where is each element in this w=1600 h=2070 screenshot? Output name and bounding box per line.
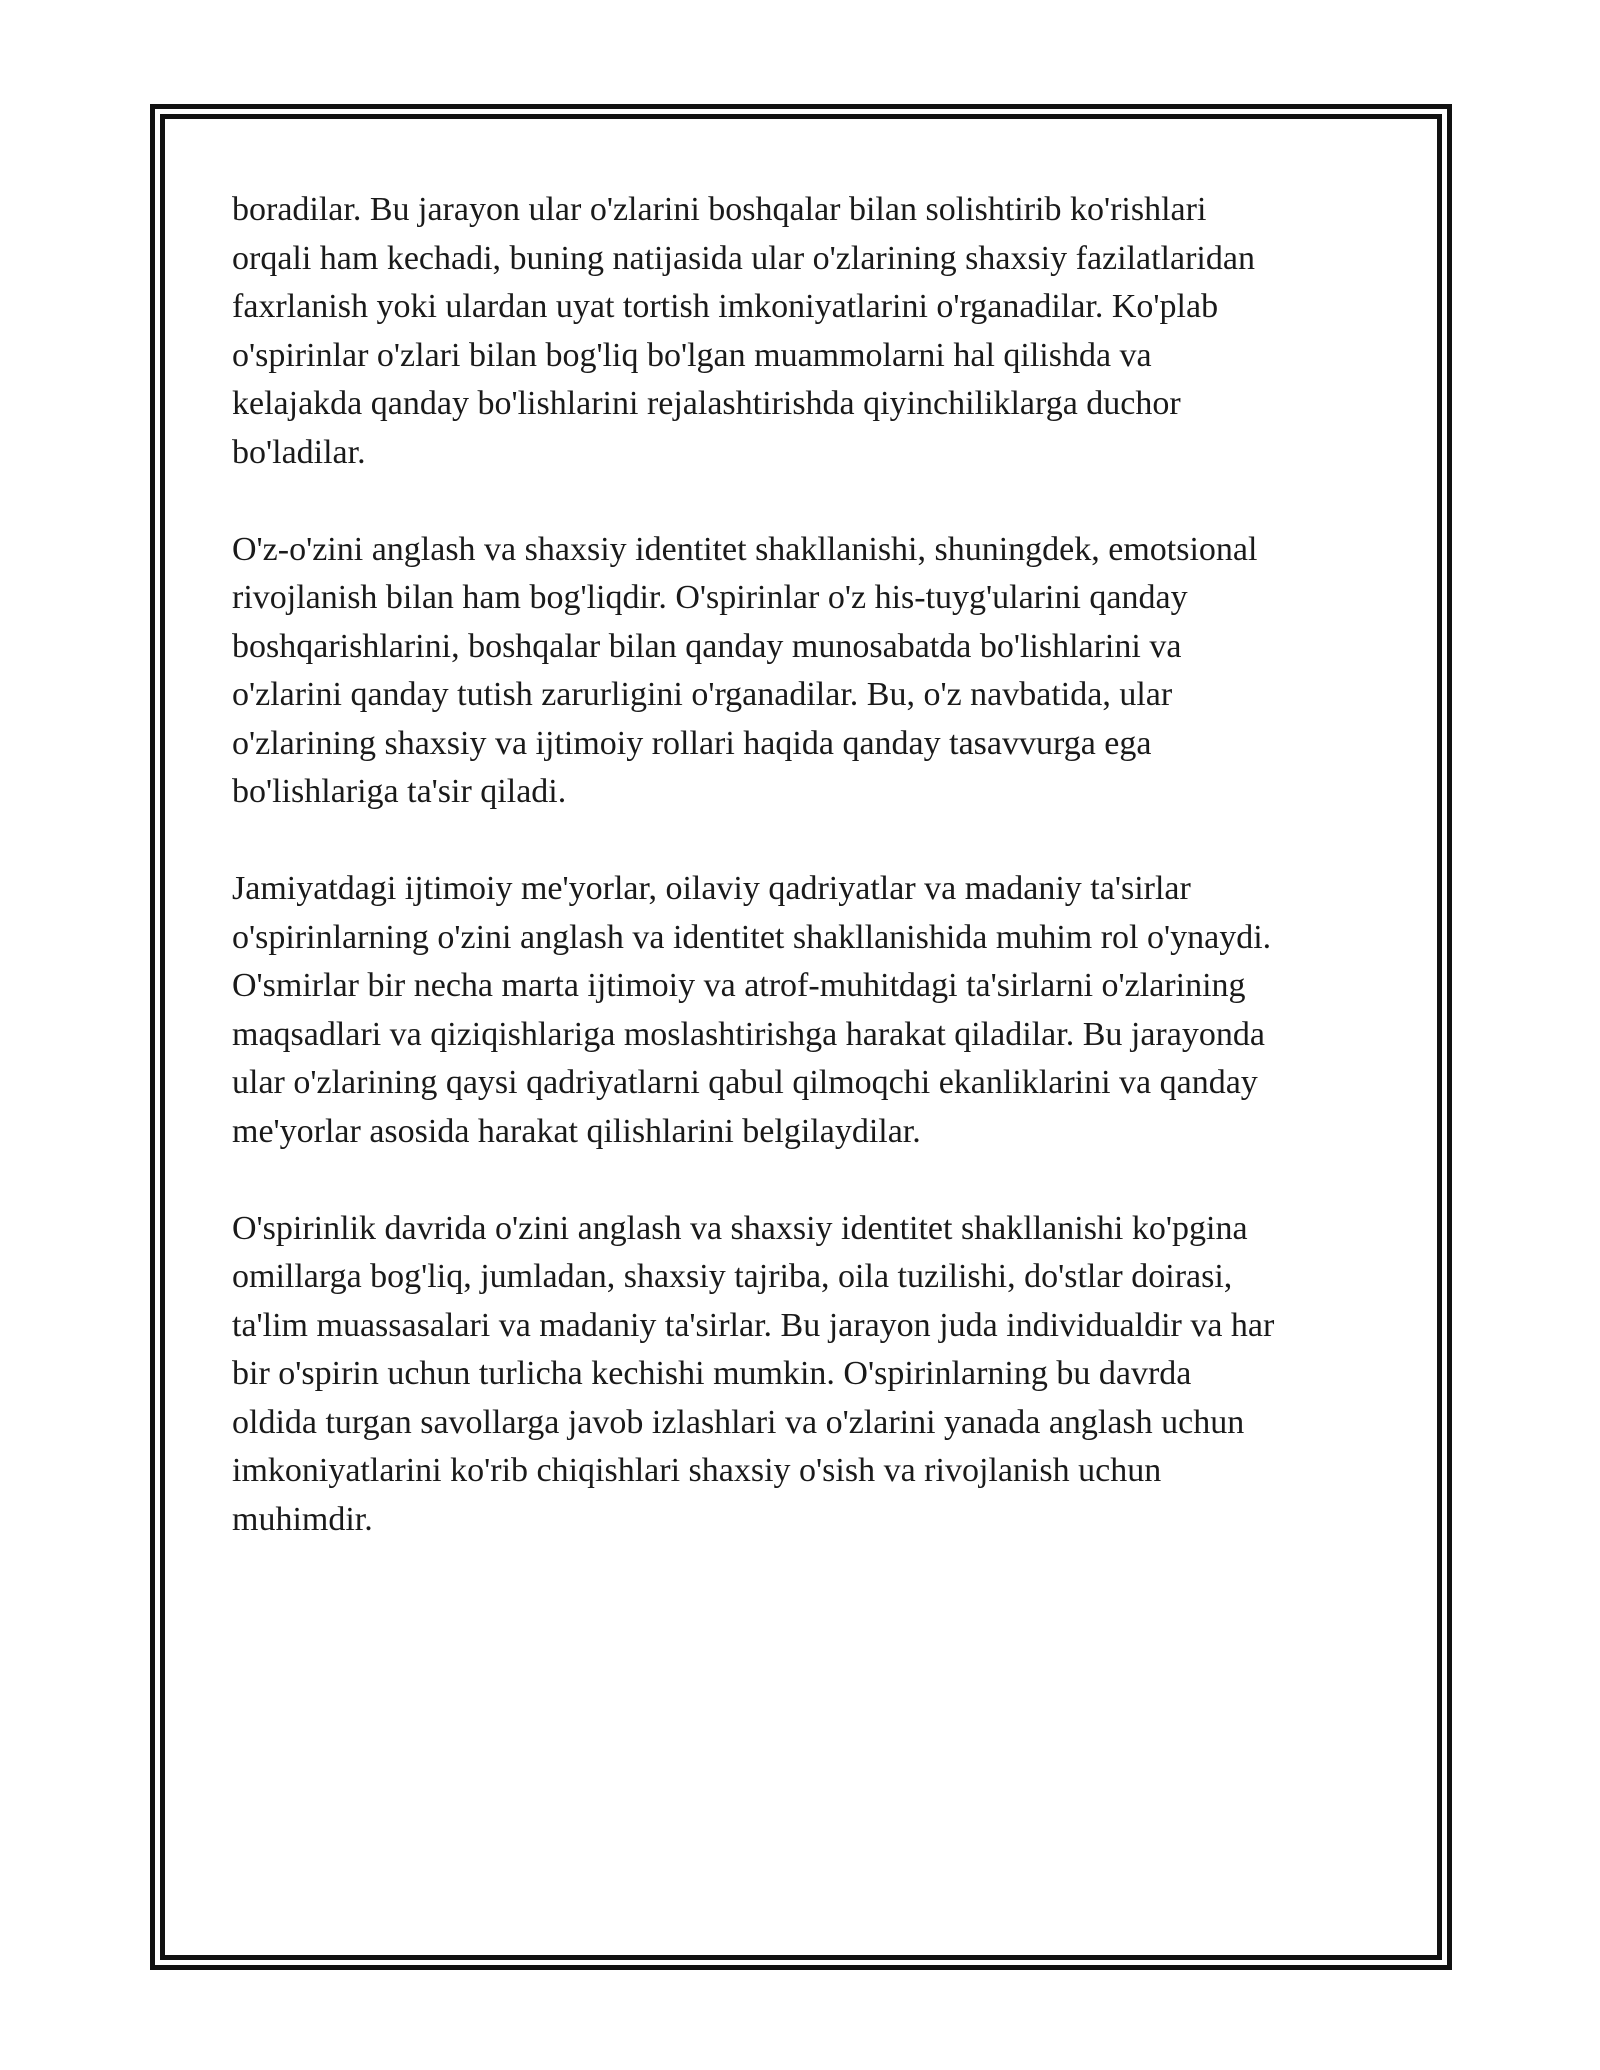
text-line: bo'ladilar. xyxy=(232,433,366,471)
text-line: ta'lim muassasalari va madaniy ta'sirlar. Bu jarayon juda individualdir va har xyxy=(232,1306,1275,1344)
paragraph-3 xyxy=(232,865,1382,1156)
text-line: omillarga bog'liq, jumladan, shaxsiy tajriba, oila tuzilishi, do'stlar doirasi, xyxy=(232,1258,1233,1295)
text-line: orqali ham kechadi, buning natijasida ular o'zlarining shaxsiy fazilatlaridan xyxy=(232,239,1255,277)
text-line: kelajakda qanday bo'lishlarini rejalashtirishda qiyinchiliklarga duchor xyxy=(232,385,1181,422)
text-line: maqsadlari va qiziqishlariga moslashtirishga harakat qiladilar. Bu jarayonda xyxy=(232,1015,1265,1053)
text-line: me'yorlar asosida harakat qilishlarini belgilaydilar. xyxy=(232,1112,921,1150)
text-line: ular o'zlarining qaysi qadriyatlarni qabul qilmoqchi ekanliklarini va qanday xyxy=(232,1064,1258,1101)
text-line: boradilar. Bu jarayon ular o'zlarini boshqalar bilan solishtirib ko'rishlari xyxy=(232,191,1207,228)
text-line: o'zlarini qanday tutish zarurligini o'rganadilar. Bu, o'z navbatida, ular xyxy=(232,676,1173,713)
text-line: rivojlanish bilan ham bog'liqdir. O'spirinlar o'z his-tuyg'ularini qanday xyxy=(232,579,1188,616)
text-line: o'spirinlarning o'zini anglash va identitet shakllanishida muhim rol o'ynaydi. xyxy=(232,918,1272,956)
text-line: oldida turgan savollarga javob izlashlari va o'zlarini yanada anglash uchun xyxy=(232,1403,1245,1441)
text-line: boshqarishlarini, boshqalar bilan qanday munosabatda bo'lishlarini va xyxy=(232,627,1182,665)
paragraph-2 xyxy=(232,526,1382,817)
text-line: faxrlanish yoki ulardan uyat tortish imkoniyatlarini o'rganadilar. Ko'plab xyxy=(232,288,1219,325)
text-line: o'spirinlar o'zlari bilan bog'liq bo'lgan muammolarni hal qilishda va xyxy=(232,336,1152,374)
text-line: imkoniyatlarini ko'rib chiqishlari shaxsiy o'sish va rivojlanish uchun xyxy=(232,1452,1162,1489)
text-line: muhimdir. xyxy=(232,1500,373,1538)
text-line: O'smirlar bir necha marta ijtimoiy va atrof-muhitdagi ta'sirlarni o'zlarining xyxy=(232,967,1246,1004)
text-line: bir o'spirin uchun turlicha kechishi mumkin. O'spirinlarning bu davrda xyxy=(232,1355,1192,1392)
paragraph-4 xyxy=(232,1205,1382,1545)
text-line: bo'lishlariga ta'sir qiladi. xyxy=(232,773,567,810)
text-line: Jamiyatdagi ijtimoiy me'yorlar, oilaviy qadriyatlar va madaniy ta'sirlar xyxy=(232,870,1191,907)
text-line: O'spirinlik davrida o'zini anglash va shaxsiy identitet shakllanishi ko'pgina xyxy=(232,1209,1248,1247)
paragraph-1 xyxy=(232,186,1382,477)
document-body xyxy=(232,186,1382,1593)
text-line: o'zlarining shaxsiy va ijtimoiy rollari haqida qanday tasavvurga ega xyxy=(232,724,1152,762)
text-line: O'z-o'zini anglash va shaxsiy identitet shakllanishi, shuningdek, emotsional xyxy=(232,530,1258,568)
